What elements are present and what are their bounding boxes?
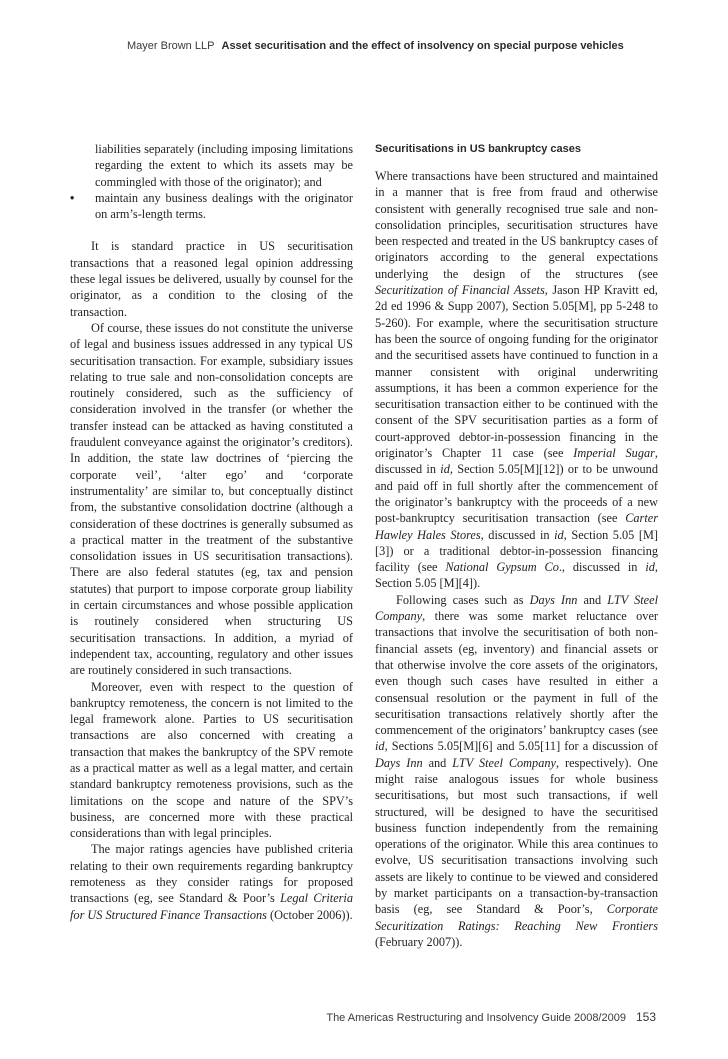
text-run: , Section 5.05 [M][3]) or a traditional debtor-in-possession financing facility (see xyxy=(375,527,659,575)
citation-legal-criteria: Legal Criteria for US Structured Finance Transactions xyxy=(70,891,353,922)
header-firm: Mayer Brown LLP xyxy=(127,40,215,52)
citation-italic: Securitization of Financial Assets xyxy=(375,283,545,298)
citation-italic: LTV Steel Company xyxy=(375,592,658,624)
paragraph-remoteness: Moreover, even with respect to the question of bankruptcy remoteness, the concern is not limited to the legal framework alone. Parties to US securitisation transactions are also concerned with creating a transaction that makes the bankruptcy of the SPV remote as a practical matter as well as a legal matter, and certain standard bankruptcy remoteness provisions, such as the limitations on the scope and nature of the SPV’s business, are concerned more with these practical considerations than with legal principles. xyxy=(70,679,353,841)
citation-italic: id xyxy=(554,527,564,542)
text-run: , Jason HP Kravitt ed, 2d ed 1996 & Supp 2007), Section 5.05[M], pp 5-248 to 5-260). For example, where the securitisation structure has been the source of ongoing funding for the originator and the securitised assets have continued to function in a manner consistent with original underwriting assumptions, it has been a common experience for the securitisation transaction either to be continued with the consent of the SPV securitisation parties as a form of court-approved debtor-in-possession financing in the originator’s Chapter 11 case (see xyxy=(375,283,658,461)
text-run: , Section 5.05 [M][4]). xyxy=(375,560,658,591)
citation-italic: id xyxy=(645,560,655,575)
left-column xyxy=(70,141,353,923)
paragraph-following-cases xyxy=(375,592,658,951)
bullet-item-continued: liabilities separately (including imposing limitations regarding the extent to which its assets may be commingled with those of the originator); and xyxy=(95,142,353,189)
citation-italic: Imperial Sugar xyxy=(573,446,655,461)
citation-italic: Carter Hawley Hales Stores xyxy=(375,511,658,542)
text-run: (February 2007)). xyxy=(375,934,463,949)
bullet-list xyxy=(70,141,353,222)
right-column xyxy=(375,141,658,950)
text-run: , respectively). One might raise analogous issues for whole business securitisations, but most such transactions, if well structured, will be designed to have the securitised business function independently from the remaining operations of the originator. While this area continues to evolve, US securitisation transactions involving such assets are likely to continue to be viewed and considered by market participants on a transaction-by-transaction basis (eg, see Standard & Poor’s, xyxy=(375,755,658,917)
text-run: and xyxy=(422,755,453,770)
paragraph-bankruptcy-cases xyxy=(375,168,658,592)
paragraph-issues: Of course, these issues do not constitute the universe of legal and business issues addressed in any typical US securitisation transaction. For example, subsidiary issues relating to true sale and non-consolidation concepts are routinely considered, such as the sufficiency of consideration involved in the transfer (or whether the transfer instead can be attacked as having constituted a fraudulent conveyance against the originator’s creditors). In addition, the state law doctrines of ‘piercing the corporate veil’, ‘alter ego’ and ‘corporate instrumentality’ are similar to, but conceptually distinct from, the substantive consolidation doctrine (although a consideration of these doctrines is generally subsumed as a practical matter in the treatment of the substantive consolidation issues in US securitisation transactions). There are also federal statutes (eg, tax and pension statutes) that purport to impose corporate group liability in certain circumstances and whose possible application is routinely considered when structuring US securitisation transactions. In addition, a myriad of independent tax, accounting, regulatory and other issues are routinely considered in such transactions. xyxy=(70,320,353,678)
bullet-item: • maintain any business dealings with the originator on arm’s-length terms. xyxy=(70,190,353,222)
page-number: 153 xyxy=(635,1010,656,1024)
text-run: Following cases such as xyxy=(396,592,530,607)
text-run: and xyxy=(577,592,608,607)
citation-italic: id xyxy=(375,739,385,754)
header-title: Asset securitisation and the effect of insolvency on special purpose vehicles xyxy=(221,40,624,52)
citation-italic: Days Inn xyxy=(529,592,578,607)
citation-italic: Days Inn xyxy=(375,755,423,770)
text-run: ., discussed in xyxy=(558,560,646,575)
citation-italic: LTV Steel Company xyxy=(452,755,556,770)
running-header xyxy=(127,40,707,52)
section-heading: Securitisations in US bankruptcy cases xyxy=(375,143,582,155)
text-run: , Sections 5.05[M][6] and 5.05[11] for a discussion of xyxy=(384,739,658,754)
footer-guide-title: The Americas Restructuring and Insolvency Guide 2008/2009 xyxy=(326,1012,626,1024)
citation-italic: Corporate Securitization Ratings: Reaching New Frontiers xyxy=(375,902,658,933)
citation-italic: id xyxy=(440,462,450,477)
bullet-icon: • xyxy=(70,190,75,205)
text-run: Where transactions have been structured and maintained in a manner that is free from fraud and otherwise consistent with generally recognised true sale and non-consolidation principles, securitisation structures have been respected and treated in the US bankruptcy cases of originators according to the general expectations underlying the design of the structures (see xyxy=(375,169,658,281)
text-run: , discussed in xyxy=(480,527,555,542)
citation-italic: National Gypsum Co xyxy=(445,560,559,575)
text-run: , discussed in xyxy=(375,446,658,477)
paragraph-opinion: It is standard practice in US securitisation transactions that a reasoned legal opinion addressing these legal issues be delivered, usually by counsel for the originator, as a condition to the closing of the transaction. xyxy=(70,239,353,319)
paragraph-ratings: The major ratings agencies have published criteria relating to their own requirements regarding bankruptcy remoteness as they consider ratings for proposed transactions (eg, see Standard & Poor’s Legal Criteria for US Structured Finance Transactions (October 2006)). xyxy=(70,842,353,922)
page-footer xyxy=(311,1010,656,1024)
text-run: , Section 5.05[M][12]) or to be unwound and paid off in full shortly after the commencement of the originator’s bankruptcy with the proceeds of a new post-bankruptcy securitisation transaction (see xyxy=(375,462,658,526)
text-run: , there was some market reluctance over transactions that involve the securitisation of both non-financial assets (eg, inventory) and financial assets or that otherwise involve the core assets of the originators, even though such cases have resulted in either a consensual resolution or the payment in full of the securitisation transactions relatively shortly after the commencement of the originators’ bankruptcy cases (see xyxy=(375,609,658,738)
